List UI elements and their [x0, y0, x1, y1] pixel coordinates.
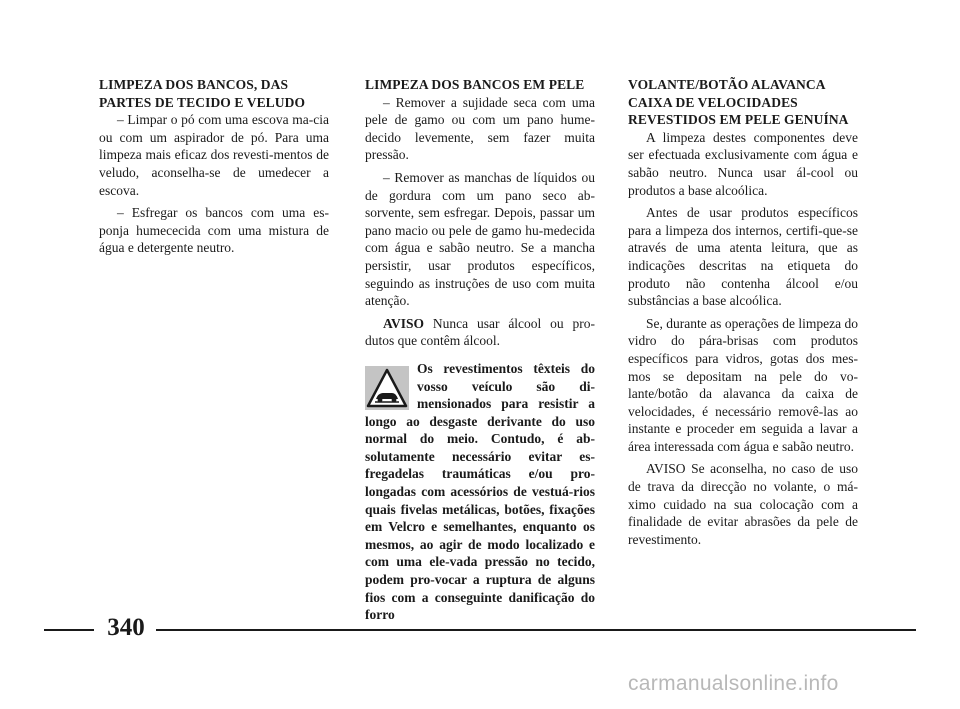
warning-block [365, 360, 595, 624]
paragraph: A limpeza destes componentes deve ser efectuada exclusivamente com água e sabão neutro. Nunca usar ál-cool ou produtos a base alcoólica. [628, 129, 858, 198]
column-seat-fabric-cleaning [99, 76, 329, 262]
page-number: 340 [107, 614, 145, 641]
heading-seat-fabric-cleaning: LIMPEZA DOS BANCOS, DAS PARTES DE TECIDO E VELUDO [99, 77, 306, 110]
paragraph: AVISO Se aconselha, no caso de uso de trava da direcção no volante, o má-ximo cuidado na sua colocação com a finalidade de evitar abrasões da pele de revestimento. [628, 461, 858, 547]
paragraph: – Esfregar os bancos com uma es-ponja humececida com uma mistura de água e detergente neutro. [99, 205, 329, 256]
watermark: carmanualsonline.info [628, 672, 839, 695]
aviso-label: AVISO [383, 315, 425, 331]
aviso-paragraph [365, 315, 595, 350]
warning-triangle-car-icon [365, 366, 409, 410]
footer-rule-right [156, 629, 916, 631]
paragraph: – Remover as manchas de líquidos ou de gordura com um pano seco ab-sorvente, sem esfregar. Depois, passar um pano macio ou pele de gamo hu-medecida com água e sabão neutro. Se a mancha persistir, usar produtos específicos, seguindo as instruções de uso com muita atenção. [365, 169, 595, 309]
footer-rule-left [44, 629, 94, 631]
warning-text: Os revestimentos têxteis do vosso veículo são di-mensionados para resistir a longo ao desgaste derivante do uso normal do meio. Contudo, é ab-solutamente necessário evitar es-fregadelas traumáticas e/ou pro-longadas com acessórios de vestuá-rios quais fivelas metálicas, botões, fixações em Velcro e semelhantes, enquanto os mesmos, ao agir de modo localizado e com uma ele-vada pressão no tecido, podem pro-vocar a ruptura de alguns fios com a conseguinte danificação do forro [365, 360, 595, 623]
aviso-text: Nunca usar álcool ou pro-dutos que contêm álcool. [365, 315, 595, 349]
column-steering-wheel-leather [628, 76, 858, 553]
paragraph: Antes de usar produtos específicos para a limpeza dos internos, certifi-que-se através de uma atenta leitura, que as indicações descritas na etiqueta do produto não contenha álcool e/ou substâncias a base alcoólica. [628, 205, 858, 309]
heading-seat-leather-cleaning: LIMPEZA DOS BANCOS EM PELE [365, 77, 585, 92]
column-seat-leather-cleaning [365, 76, 595, 624]
paragraph: – Limpar o pó com uma escova ma-cia ou com um aspirador de pó. Para uma limpeza mais eficaz dos revesti-mentos de veludo, aconselha-se de umedecer a escova. [99, 112, 329, 198]
paragraph: Se, durante as operações de limpeza do vidro do pára-brisas com produtos específicos para vidros, gotas dos mes-mos se depositam na pele do vo-lante/botão da alavanca da caixa de velocidades, é necessário removê-las ao instante e proceder em seguida a lavar a área interessada com água e sabão neutro. [628, 315, 858, 454]
paragraph: – Remover a sujidade seca com uma pele de gamo ou com um pano hume-decido levemente, sem fazer muita pressão. [365, 94, 595, 163]
heading-steering-wheel-leather: VOLANTE/BOTÃO ALAVANCA CAIXA DE VELOCIDADES REVESTIDOS EM PELE GENUÍNA [628, 77, 849, 128]
